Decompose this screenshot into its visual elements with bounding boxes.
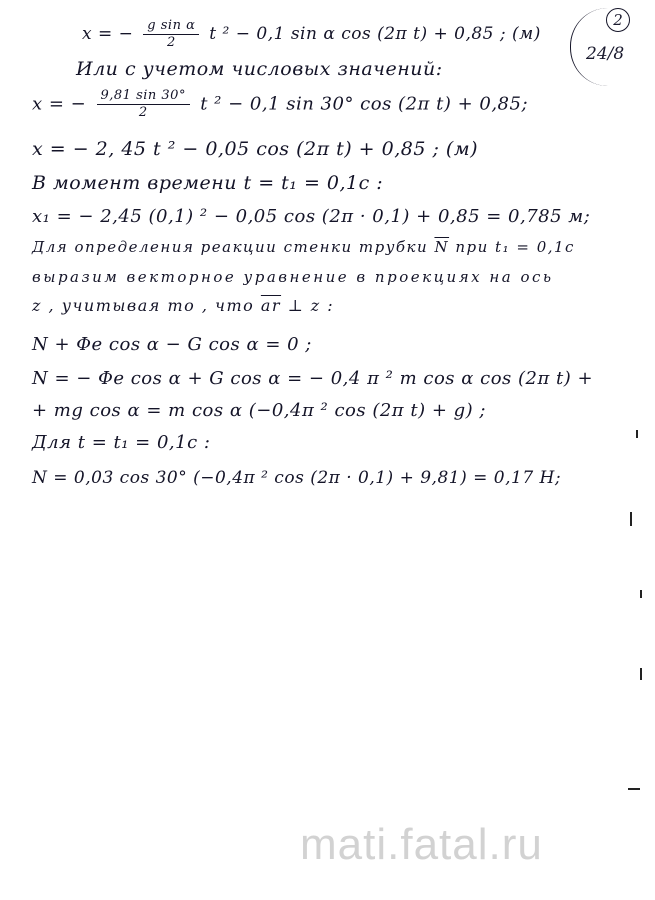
text-line-reaction <box>32 238 575 256</box>
eq3-numerator: 9,81 sin 30° <box>97 88 190 105</box>
margin-mark <box>640 668 642 680</box>
axis-text: z , учитывая то , что <box>32 296 255 315</box>
eq3-fraction <box>97 88 190 121</box>
equation-line-4: x = − 2, 45 t ² − 0,05 cos (2π t) + 0,85 ; (м) <box>32 138 479 160</box>
eq3-denominator: 2 <box>138 105 148 120</box>
eq1-denominator: 2 <box>166 35 176 50</box>
text-line-numeric: Или с учетом числовых значений: <box>76 58 443 80</box>
text-line-projection: выразим векторное уравнение в проекциях на ось <box>32 268 554 286</box>
text-line-moment: В момент времени t = t₁ = 0,1c : <box>32 172 384 194</box>
eq1-rhs: t ² − 0,1 sin α cos (2π t) + 0,85 ; (м) <box>209 24 541 44</box>
equation-line-3 <box>32 88 528 121</box>
equation-line-1 <box>82 18 541 51</box>
margin-mark <box>636 430 638 438</box>
eq3-rhs: t ² − 0,1 sin 30° cos (2π t) + 0,85; <box>200 93 529 115</box>
perpendicular-z: ⊥ z : <box>287 296 335 315</box>
equation-line-n: N = − Φe cos α + G cos α = − 0,4 π ² m cos α cos (2π t) + <box>32 368 594 389</box>
watermark: mati.fatal.ru <box>300 820 543 869</box>
text-line-for-t: Для t = t₁ = 0,1c : <box>32 432 211 453</box>
equation-line-balance: N + Φe cos α − G cos α = 0 ; <box>32 334 312 355</box>
eq3-lhs: x = − <box>32 93 87 115</box>
equation-line-result: N = 0,03 cos 30° (−0,4π ² cos (2π · 0,1) + 9,81) = 0,17 H; <box>32 468 562 488</box>
margin-mark <box>640 590 642 598</box>
vector-ar: $\overline{ar}$ <box>260 296 282 315</box>
page-code: 24/8 <box>586 44 625 64</box>
equation-line-x1: x₁ = − 2,45 (0,1) ² − 0,05 cos (2π · 0,1) + 0,85 = 0,785 м; <box>32 206 591 227</box>
eq1-lhs: x = − <box>82 24 134 44</box>
circled-page-number: 2 <box>606 8 630 32</box>
eq1-fraction <box>143 18 199 51</box>
margin-mark <box>628 788 640 790</box>
reaction-text: Для определения реакции стенки трубки <box>32 238 429 256</box>
reaction-time: при t₁ = 0,1c <box>455 238 575 256</box>
margin-mark <box>630 512 632 526</box>
equation-line-n-cont: + mg cos α = m cos α (−0,4π ² cos (2π t) + g) ; <box>32 400 486 421</box>
eq1-numerator: g sin α <box>143 18 199 35</box>
vector-n: $\overline{N}$ <box>434 238 450 256</box>
text-line-axis <box>32 296 334 315</box>
